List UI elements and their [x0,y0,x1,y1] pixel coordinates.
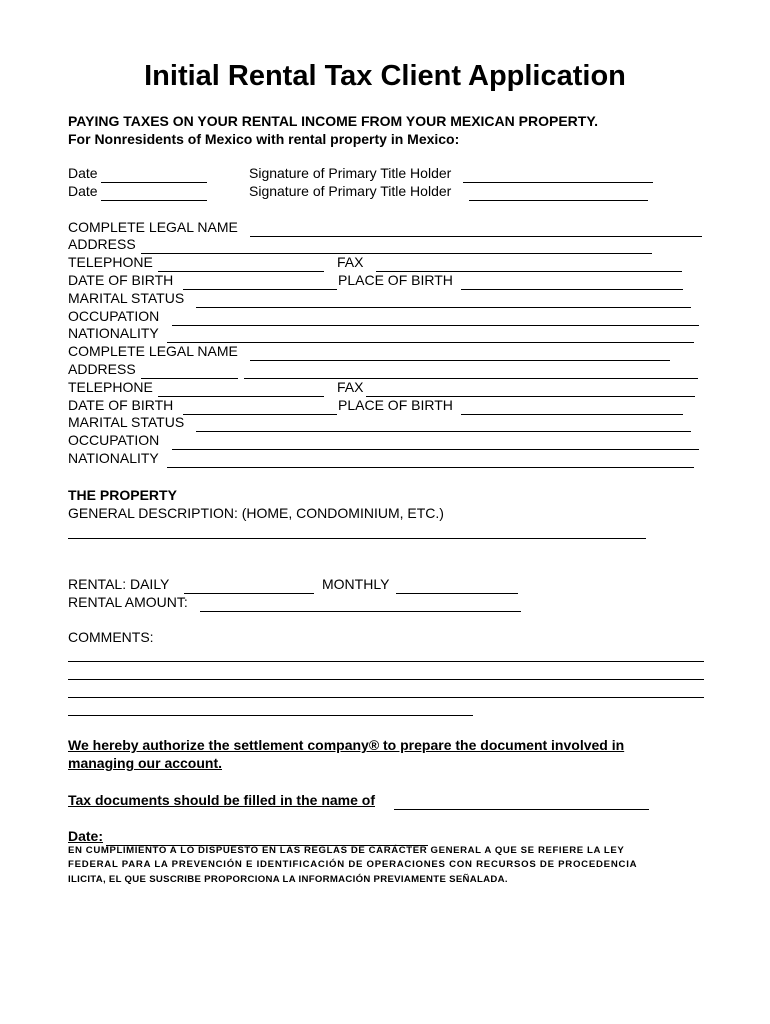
monthly-label: MONTHLY [322,576,390,592]
tax-docs-name-field[interactable] [394,791,649,810]
dob-field-1[interactable] [183,271,337,290]
date-label-2: Date [68,183,98,199]
comments-line-1[interactable] [68,643,704,662]
rental-daily-label: RENTAL: DAILY [68,576,170,592]
address-label-1: ADDRESS [68,236,136,252]
description-label: GENERAL DESCRIPTION: (HOME, CONDOMINIUM, ETC.) [68,505,444,521]
legal-notice-line-2: FEDERAL PARA LA PREVENCIÓN E IDENTIFICACIÓN DE OPERACIONES CON RECURSOS DE PROCEDENCIA [68,859,638,870]
dob-label-2: DATE OF BIRTH [68,397,174,413]
authorize-line-2: managing our account. [68,755,223,771]
dob-label-1: DATE OF BIRTH [68,272,174,288]
pob-label-2: PLACE OF BIRTH [338,397,453,413]
address-label-2: ADDRESS [68,361,136,377]
fax-field-2[interactable] [366,378,695,397]
legal-notice-line-1: EN CUMPLIMIENTO A LO DISPUESTO EN LAS REGLAS DE CARÁCTER GENERAL A QUE SE REFIERE LA LEY [68,845,625,856]
address-field-2a[interactable] [141,360,238,379]
authorize-line-1: We hereby authorize the settlement company® to prepare the document involved in [68,737,625,753]
header-line-2: For Nonresidents of Mexico with rental property in Mexico: [68,131,460,147]
nationality-field-2[interactable] [167,449,694,468]
header-line-1: PAYING TAXES ON YOUR RENTAL INCOME FROM YOUR MEXICAN PROPERTY. [68,113,598,129]
fax-label-1: FAX [337,254,364,270]
date-label-1: Date [68,165,98,181]
rental-amount-label: RENTAL AMOUNT: [68,594,188,610]
telephone-label-1: TELEPHONE [68,254,153,270]
rental-amount-field[interactable] [200,593,521,612]
rental-daily-field[interactable] [184,575,314,594]
telephone-field-1[interactable] [158,253,324,272]
address-field-1[interactable] [141,235,652,254]
telephone-label-2: TELEPHONE [68,379,153,395]
marital-label-1: MARITAL STATUS [68,290,185,306]
nationality-label-2: NATIONALITY [68,450,159,466]
date-field-2[interactable] [101,182,207,201]
legal-notice-line-3: ILICITA, EL QUE SUSCRIBE PROPORCIONA LA INFORMACIÓN PREVIAMENTE SEÑALADA. [68,874,508,885]
comments-line-4[interactable] [68,697,473,716]
legal-name-label-1: COMPLETE LEGAL NAME [68,219,238,235]
monthly-field[interactable] [396,575,518,594]
date-field-1[interactable] [101,164,207,183]
signature-label-2: Signature of Primary Title Holder [249,183,452,199]
nationality-label-1: NATIONALITY [68,325,159,341]
signature-field-1[interactable] [463,164,653,183]
date-final-label: Date: [68,828,104,844]
page-title: Initial Rental Tax Client Application [144,60,626,92]
marital-label-2: MARITAL STATUS [68,414,185,430]
tax-docs-label: Tax documents should be filled in the name of [68,792,375,808]
address-field-2b[interactable] [244,360,698,379]
comments-line-2[interactable] [68,661,704,680]
pob-field-1[interactable] [461,271,683,290]
comments-label: COMMENTS: [68,629,154,645]
marital-field-2[interactable] [196,413,691,432]
occupation-field-2[interactable] [172,431,699,450]
fax-label-2: FAX [337,379,364,395]
comments-line-3[interactable] [68,679,704,698]
occupation-label-1: OCCUPATION [68,308,160,324]
description-field[interactable] [68,520,646,539]
telephone-field-2[interactable] [158,378,324,397]
signature-field-2[interactable] [469,182,648,201]
pob-label-1: PLACE OF BIRTH [338,272,453,288]
occupation-label-2: OCCUPATION [68,432,160,448]
property-heading: THE PROPERTY [68,487,177,503]
fax-field-1[interactable] [376,253,682,272]
legal-name-field-2[interactable] [250,342,670,361]
marital-field-1[interactable] [196,289,691,308]
legal-name-label-2: COMPLETE LEGAL NAME [68,343,238,359]
nationality-field-1[interactable] [167,324,694,343]
signature-label-1: Signature of Primary Title Holder [249,165,452,181]
